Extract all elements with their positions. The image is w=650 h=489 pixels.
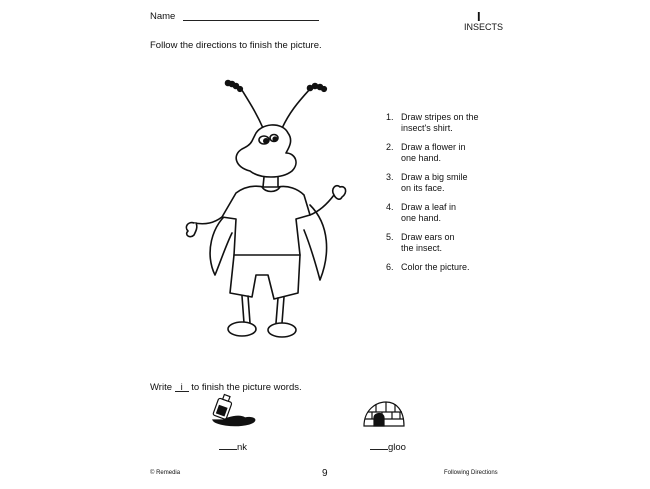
insect-head (236, 125, 296, 177)
word-igloo: gloo (370, 440, 406, 453)
insect-shirt (222, 186, 310, 259)
example-letter-blank: i (175, 382, 189, 392)
spilled-ink-icon (205, 398, 260, 430)
step-6: 6. Color the picture. (386, 262, 470, 272)
page-number: 9 (322, 468, 328, 479)
right-antenna (280, 89, 310, 133)
topic-letter: I (477, 9, 481, 24)
right-foot (268, 323, 296, 337)
insect-illustration (170, 75, 370, 345)
step-4: 4. Draw a leaf in one hand. (386, 202, 457, 223)
word-ink: nk (219, 440, 247, 453)
left-antenna (240, 87, 265, 133)
ink-blank[interactable] (219, 440, 237, 450)
name-line[interactable] (183, 20, 319, 21)
insect-shorts (230, 255, 300, 299)
directions-text: Follow the directions to finish the picture. (150, 40, 322, 51)
left-hand (186, 223, 196, 237)
step-2: 2. Draw a flower in one hand. (386, 142, 466, 163)
section-title: Following Directions (444, 470, 498, 476)
left-foot (228, 322, 256, 336)
step-3: 3. Draw a big smile on its face. (386, 172, 468, 193)
word-activity-instruction: Write i to finish the picture words. (150, 382, 302, 393)
step-5: 5. Draw ears on the insect. (386, 232, 455, 253)
left-leg (242, 296, 250, 323)
publisher-credit: © Remedia (150, 470, 181, 476)
step-1: 1. Draw stripes on the insect's shirt. (386, 112, 479, 133)
igloo-icon (362, 400, 406, 428)
right-leg (276, 297, 284, 323)
topic-title: INSECTS (464, 22, 504, 32)
name-label: Name (150, 11, 176, 22)
right-hand (333, 186, 346, 199)
left-wing (210, 210, 232, 275)
igloo-blank[interactable] (370, 440, 388, 450)
